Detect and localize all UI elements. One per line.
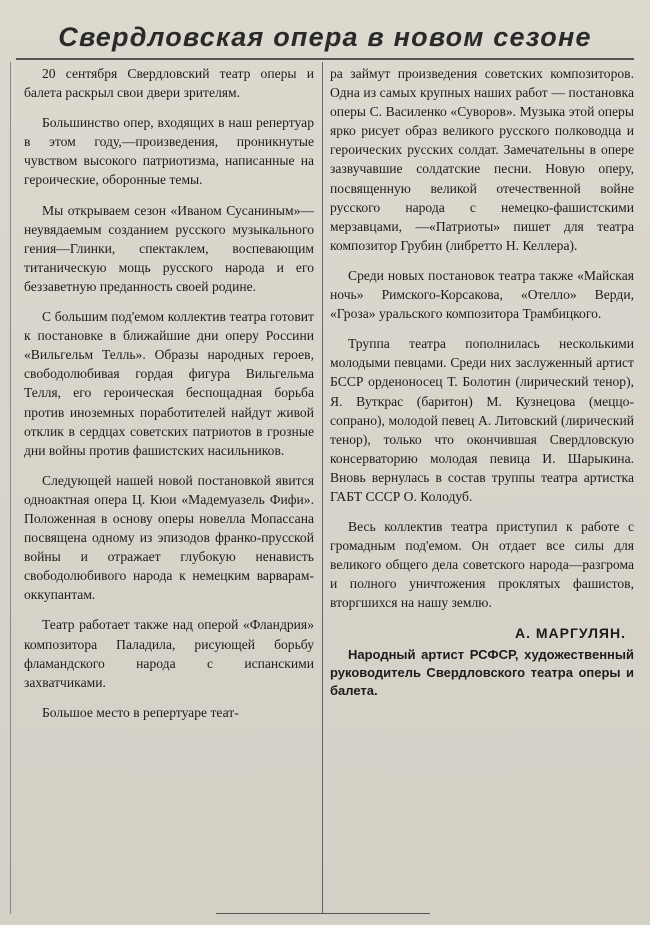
paragraph: Театр работает также над оперой «Фландрия» композитора Паладила, рисующей борьбу фламандского народа с испанскими захватчиками. [24, 617, 314, 690]
left-column [24, 64, 314, 733]
column-divider [322, 62, 323, 914]
paragraph: Среди новых постановок театра также «Майская ночь» Римского-Корсакова, «Отелло» Верди, «Гроза» уральского композитора Трамбицкого. [330, 267, 634, 322]
bottom-rule [216, 913, 430, 914]
article-headline: Свердловская опера в новом сезоне [58, 22, 592, 52]
paragraph: Следующей нашей новой постановкой явится одноактная опера Ц. Кюи «Мадемуазель Фифи». Положенная в основу оперы новелла Мопассана посвящена одному из эпизодов франко-прусской войны и отражает глубокую ненависть свободолюбивого народа к немецким варварам-оккупантам. [24, 472, 314, 603]
author-title: Народный артист РСФСР, художественный руководитель Свердловского театра оперы и балета. [330, 646, 634, 698]
paragraph: Мы открываем сезон «Иваном Сусаниным»—неувядаемым созданием русского музыкального гения—Глинки, спектаклем, воспевающим титаническую мощь русского народа и его беззаветную преданность своей родине. [24, 202, 314, 294]
paragraph: Большинство опер, входящих в наш репертуар в этом году,—произведения, проникнутые чувством высокого патриотизма, написанные на героические, оборонные темы. [24, 115, 314, 188]
left-page-edge [10, 62, 11, 914]
paragraph: С большим под'емом коллектив театра готовит к постановке в ближайшие дни оперу Россини «Вильгельм Телль». Образы народных героев, свободолюбивая гордая фигура Вильгельма Телля, его героическая беспощадная борьба против иноземных поработителей найдут живой отклик в сердцах советских патриотов в грозные дни войны против фашистских насильников. [24, 309, 314, 458]
paragraph: Большое место в репертуаре теат- [42, 704, 239, 720]
author-name: А. МАРГУЛЯН. [515, 624, 626, 641]
right-column [330, 64, 634, 711]
paragraph: Труппа театра пополнилась несколькими молодыми певцами. Среди них заслуженный артист БССР орденоносец Т. Болотин (лирический тенор), Я. Вуткрас (баритон) М. Кузнецова (меццо-сопрано), молодой певец А. Литовский (лирический тенор), только что окончившая Свердловскую консерваторию молодая певица И. Шарыкина. Вновь вернулась в состав труппы театра артистка ГАБТ СССР О. Колодуб. [330, 336, 634, 504]
headline-rule [16, 58, 634, 60]
paragraph: 20 сентября Свердловский театр оперы и балета раскрыл свои двери зрителям. [24, 66, 314, 101]
paragraph: Весь коллектив театра приступил к работе с громадным под'емом. Он отдает все силы для великого общего дела советского народа—разгрома и полного уничтожения проклятых фашистов, вторгшихся на нашу землю. [330, 519, 634, 611]
paragraph: ра займут произведения советских композиторов. Одна из самых крупных наших работ — постановка оперы С. Василенко «Суворов». Музыка этой оперы ярко рисует образ великого русского полководца и героических русских солдат. Замечательны в опере зазвучавшие солдатские песни. Новую оперу, посвященную великой отечественной войне русского народа с немецко-фашистскими мерзавцами, —«Патриоты» пишет для театра композитор Грубин (либретто Н. Келлера). [330, 66, 634, 253]
